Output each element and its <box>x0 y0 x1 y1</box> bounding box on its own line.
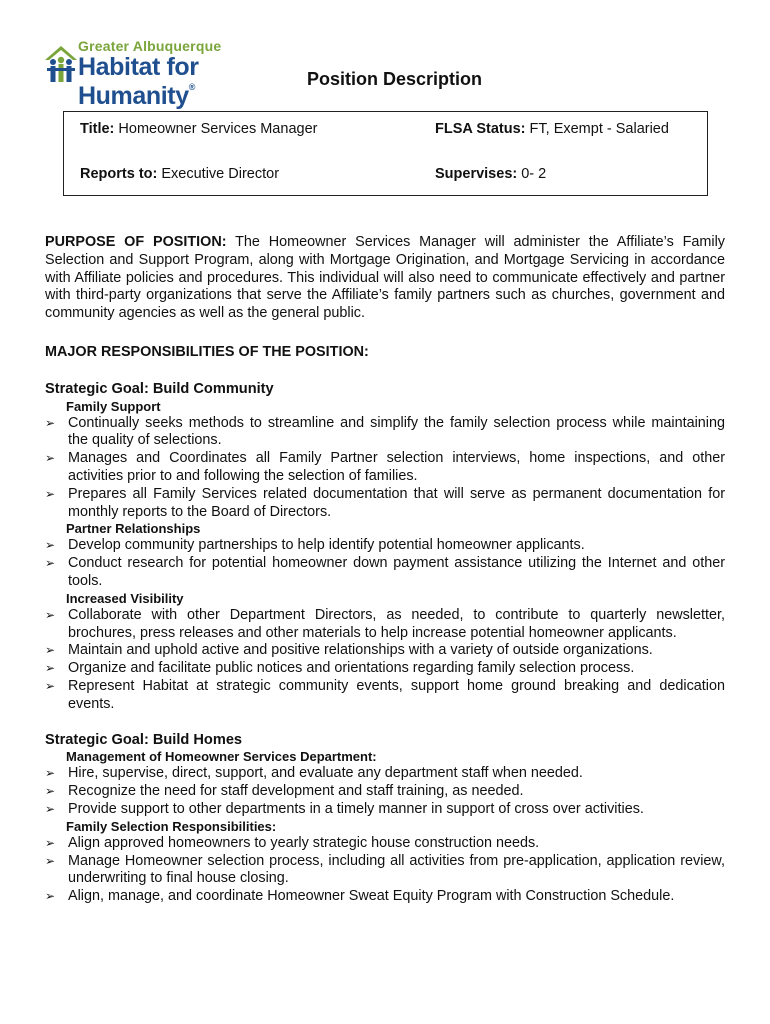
goals-list <box>45 381 725 906</box>
purpose-paragraph: PURPOSE OF POSITION: The Homeowner Services Manager will administer the Affiliate’s Family Selection and Support Program, along with Mortgage Origination, and Mortgage Servicing in accordance with Affiliate policies and procedures. This individual will also need to communicate effectively and partner with third-party organizations that serve the Affiliate’s family partners such as churches, government and community agencies as well as the general public. <box>45 234 725 322</box>
responsibility-text: Align approved homeowners to yearly strategic house construction needs. <box>68 834 540 851</box>
responsibility-item <box>45 537 725 555</box>
responsibility-text: Organize and facilitate public notices and orientations regarding family selection process. <box>68 660 635 677</box>
document-body <box>45 234 725 906</box>
responsibility-item <box>45 801 725 819</box>
responsibility-item <box>45 853 725 889</box>
responsibility-list <box>45 607 725 714</box>
responsibility-item <box>45 765 725 783</box>
responsibility-item <box>45 415 725 451</box>
responsibilities-heading: MAJOR RESPONSIBILITIES OF THE POSITION: <box>45 343 369 360</box>
arrow-bullet-icon: ➢ <box>45 643 56 658</box>
responsibility-item <box>45 607 725 643</box>
arrow-bullet-icon: ➢ <box>45 766 56 781</box>
responsibility-item <box>45 450 725 486</box>
logo-subtitle: Greater Albuquerque <box>78 38 222 54</box>
title-field: Title: Homeowner Services Manager <box>80 121 318 137</box>
responsibility-item <box>45 783 725 801</box>
arrow-bullet-icon: ➢ <box>45 853 56 868</box>
arrow-bullet-icon: ➢ <box>45 784 56 799</box>
responsibility-item <box>45 660 725 678</box>
responsibility-item <box>45 555 725 591</box>
arrow-bullet-icon: ➢ <box>45 415 56 430</box>
arrow-bullet-icon: ➢ <box>45 835 56 850</box>
page-title: Position Description <box>307 69 483 89</box>
arrow-bullet-icon: ➢ <box>45 801 56 816</box>
arrow-bullet-icon: ➢ <box>45 678 56 693</box>
responsibility-item <box>45 642 725 660</box>
responsibility-text: Hire, supervise, direct, support, and evaluate any department staff when needed. <box>68 765 583 782</box>
responsibility-item <box>45 835 725 853</box>
habitat-logo <box>44 38 274 110</box>
responsibility-text: Collaborate with other Department Directors, as needed, to contribute to quarterly newsletter, brochures, press releases and other materials to help increase potential homeowner applicants. <box>68 606 725 641</box>
responsibility-text: Provide support to other departments in a timely manner in support of cross over activities. <box>68 800 644 817</box>
strategic-goal-title: Strategic Goal: Build Community <box>45 380 274 397</box>
position-info-table <box>63 111 708 196</box>
responsibility-item <box>45 888 725 906</box>
responsibility-text: Develop community partnerships to help identify potential homeowner applicants. <box>68 537 585 554</box>
reports-to-field: Reports to: Executive Director <box>80 166 280 182</box>
responsibility-text: Maintain and uphold active and positive relationships with a variety of outside organizations. <box>68 642 653 659</box>
responsibility-text: Represent Habitat at strategic community events, support home ground breaking and dedication events. <box>68 677 725 712</box>
arrow-bullet-icon: ➢ <box>45 889 56 904</box>
responsibility-item <box>45 678 725 714</box>
arrow-bullet-icon: ➢ <box>45 538 56 553</box>
responsibility-text: Align, manage, and coordinate Homeowner Sweat Equity Program with Construction Schedule. <box>68 888 675 905</box>
arrow-bullet-icon: ➢ <box>45 486 56 501</box>
responsibility-text: Manage Homeowner selection process, including all activities from pre-application, application review, underwriting to final house closing. <box>68 852 725 887</box>
responsibility-list <box>45 537 725 590</box>
responsibility-text: Conduct research for potential homeowner down payment assistance utilizing the Internet and other tools. <box>68 555 725 589</box>
responsibility-list <box>45 765 725 818</box>
goal-spacer <box>45 714 725 732</box>
responsibility-list <box>45 415 725 522</box>
supervises-field: Supervises: 0- 2 <box>435 166 547 182</box>
arrow-bullet-icon: ➢ <box>45 556 56 571</box>
strategic-goal-title: Strategic Goal: Build Homes <box>45 731 243 748</box>
section-subtitle: Family Support <box>66 398 161 414</box>
section-subtitle: Increased Visibility <box>66 590 184 606</box>
arrow-bullet-icon: ➢ <box>45 661 56 676</box>
arrow-bullet-icon: ➢ <box>45 607 56 622</box>
arrow-bullet-icon: ➢ <box>45 451 56 466</box>
section-subtitle: Management of Homeowner Services Department: <box>66 749 377 765</box>
section-subtitle: Family Selection Responsibilities: <box>66 818 277 834</box>
responsibility-item <box>45 486 725 522</box>
responsibility-text: Continually seeks methods to streamline and simplify the family selection process while maintaining the quality of selections. <box>68 414 725 449</box>
flsa-status-field: FLSA Status: FT, Exempt - Salaried <box>435 121 669 137</box>
section-subtitle: Partner Relationships <box>66 521 201 537</box>
responsibility-text: Manages and Coordinates all Family Partner selection interviews, home inspections, and other activities prior to and following the selection of families. <box>68 450 725 484</box>
responsibility-text: Recognize the need for staff development and staff training, as needed. <box>68 783 524 800</box>
habitat-house-people-icon <box>44 42 78 86</box>
responsibility-list <box>45 835 725 906</box>
responsibility-text: Prepares all Family Services related documentation that will serve as permanent documentation for monthly reports to the Board of Directors. <box>68 485 725 520</box>
logo-name: Habitat for Humanity® <box>78 53 199 110</box>
